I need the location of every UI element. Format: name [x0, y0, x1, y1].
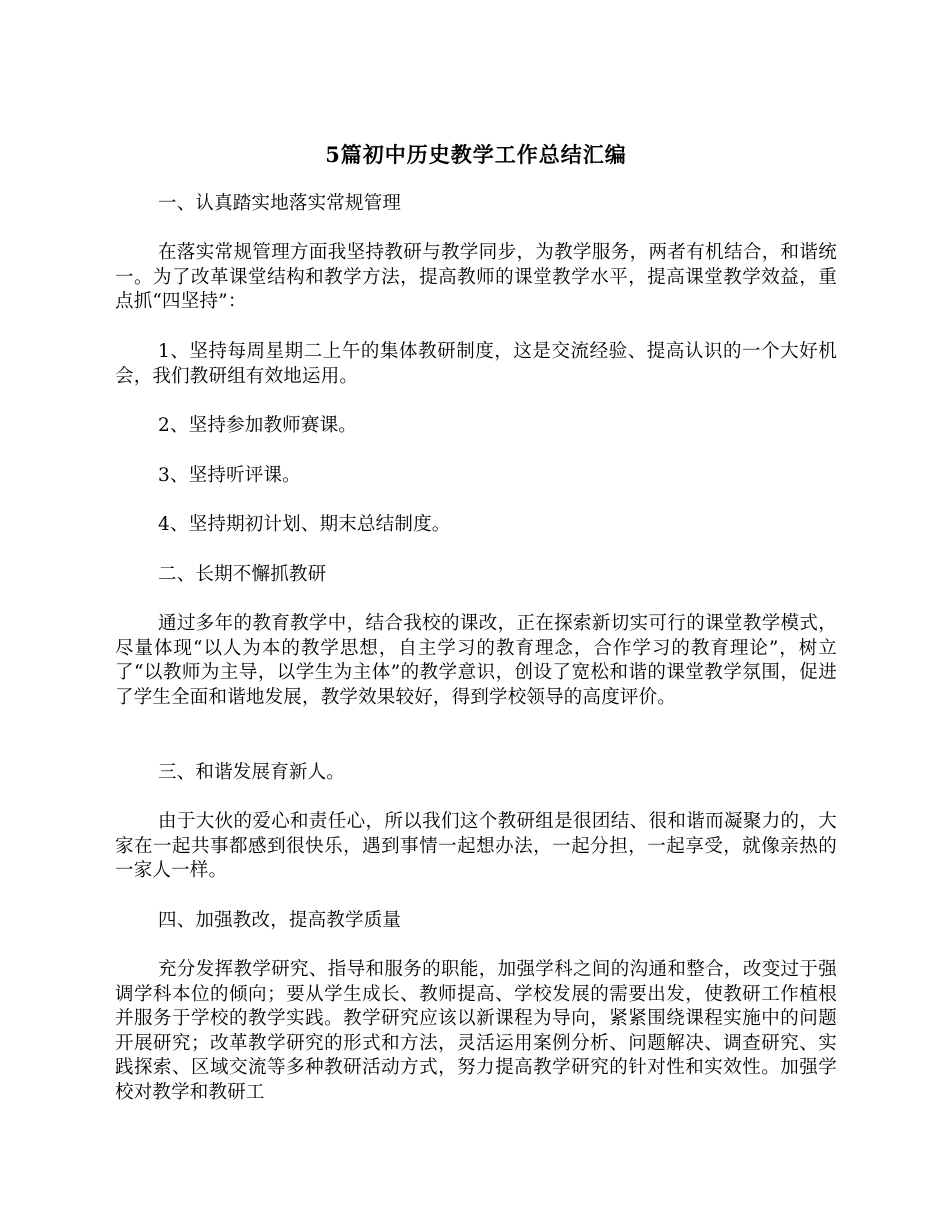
list-item-3: 3、坚持听评课。: [158, 465, 301, 486]
list-item-2: 2、坚持参加教师赛课。: [158, 415, 357, 436]
list-item-4: 4、坚持期初计划、期末总结制度。: [158, 514, 451, 535]
section-heading-1: 一、认真踏实地落实常规管理: [158, 193, 402, 214]
section-heading-2: 二、长期不懈抓教研: [158, 564, 327, 585]
list-item-1: 1、坚持每周星期二上午的集体教研制度，这是交流经验、提高认识的一个大好机会，我们教研组有效地运用。: [115, 341, 837, 387]
section-heading-3: 三、和谐发展育新人。: [158, 762, 346, 783]
paragraph-teaching-research: 通过多年的教育教学中，结合我校的课改，正在探索新切实可行的课堂教学模式，尽量体现“以人为本的教学思想，自主学习的教育理念，合作学习的教育理论”，树立了“以教师为主导，以学生为主体”的教学意识，创设了宽松和谐的课堂教学氛围，促进了学生全面和谐地发展，教学效果较好，得到学校领导的高度评价。: [115, 613, 837, 708]
document-title: 5篇初中历史教学工作总结汇编: [325, 142, 627, 167]
paragraph-harmony: 由于大伙的爱心和责任心，所以我们这个教研组是很团结、很和谐而凝聚力的，大家在一起共事都感到很快乐，遇到事情一起想办法，一起分担，一起享受，就像亲热的一家人一样。: [115, 811, 837, 881]
section-heading-4: 四、加强教改，提高教学质量: [158, 910, 402, 931]
paragraph-routine-management: 在落实常规管理方面我坚持教研与教学同步，为教学服务，两者有机结合，和谐统一。为了改革课堂结构和教学方法，提高教师的课堂教学水平，提高课堂教学效益，重点抓“四坚持”：: [115, 242, 837, 312]
paragraph-reform: 充分发挥教学研究、指导和服务的职能，加强学科之间的沟通和整合，改变过于强调学科本位的倾向；要从学生成长、教师提高、学校发展的需要出发，使教研工作植根并服务于学校的教学实践。教学研究应该以新课程为导向，紧紧围绕课程实施中的问题开展研究；改革教学研究的形式和方法，灵活运用案例分析、问题解决、调查研究、实践探索、区域交流等多种教研活动方式，努力提高教学研究的针对性和实效性。加强学校对教学和教研工: [115, 959, 837, 1103]
